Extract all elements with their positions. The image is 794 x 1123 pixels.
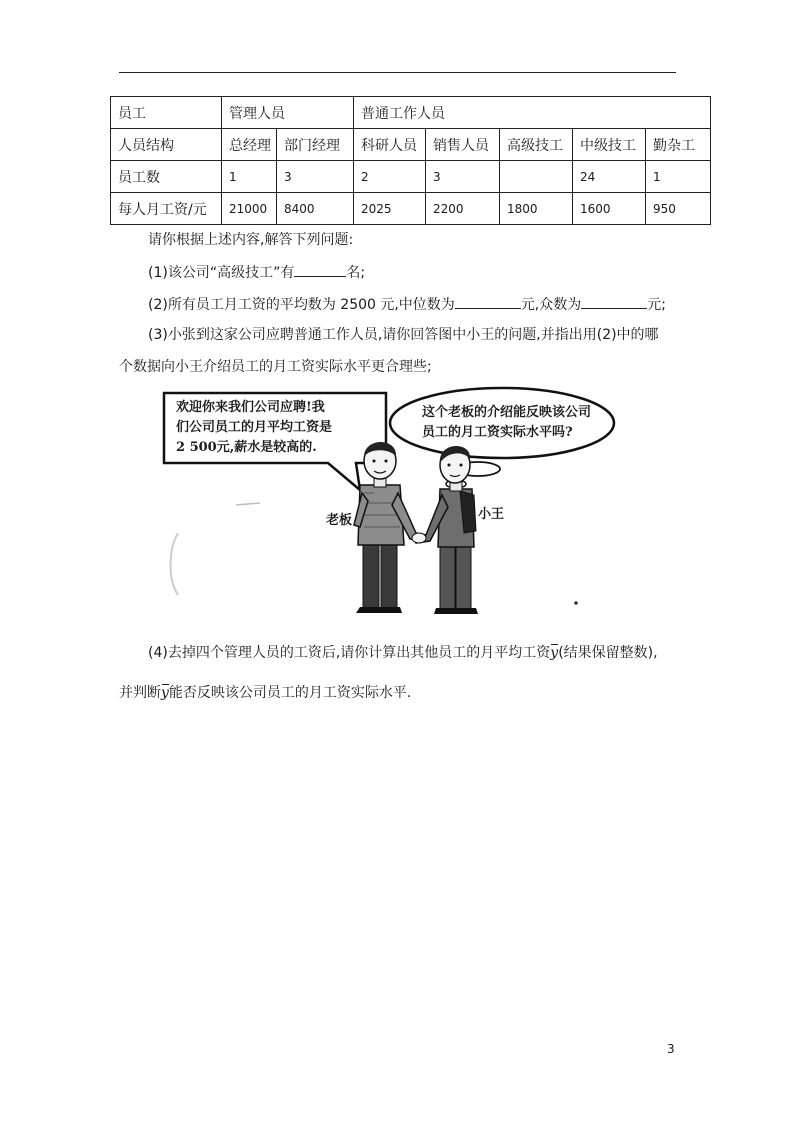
- wang-figure: [414, 446, 478, 614]
- table-row: [111, 193, 711, 225]
- table-cell: 销售人员: [426, 129, 500, 161]
- table-cell: 2025: [354, 193, 426, 225]
- question-3-line-2: 个数据向小王介绍员工的月工资实际水平更合理些;: [119, 359, 432, 375]
- y-bar-symbol: y: [550, 645, 559, 661]
- table-cell: 总经理: [222, 129, 277, 161]
- table-cell: 1: [646, 161, 711, 193]
- table-cell: 人员结构: [111, 129, 222, 161]
- table-cell: 24: [573, 161, 646, 193]
- answer-blank-median[interactable]: [455, 294, 521, 309]
- wang-label: 小王: [478, 507, 505, 522]
- table-cell: 2200: [426, 193, 500, 225]
- boss-speech-line: 欢迎你来我们公司应聘!我: [176, 400, 325, 415]
- table-cell: 3: [426, 161, 500, 193]
- table-cell: 1600: [573, 193, 646, 225]
- table-cell: 员工: [111, 97, 222, 129]
- table-row: [111, 161, 711, 193]
- table-cell: 950: [646, 193, 711, 225]
- boss-speech-line: 们公司员工的月平均工资是: [176, 420, 333, 435]
- boss-figure: [354, 442, 426, 613]
- answer-blank-mode[interactable]: [581, 294, 647, 309]
- question-3-line-1: (3)小张到这家公司应聘普通工作人员,请你回答图中小王的问题,并指出用(2)中的哪: [148, 327, 659, 343]
- decor-mark: [574, 601, 578, 605]
- handshake: [412, 533, 426, 543]
- q2-text-mid: 元,众数为: [520, 297, 582, 313]
- table-cell: 1800: [500, 193, 573, 225]
- table-cell: 21000: [222, 193, 277, 225]
- table-cell: 中级技工: [573, 129, 646, 161]
- table-cell: [500, 161, 573, 193]
- q2-text: (2)所有员工月工资的平均数为 2500 元,中位数为: [148, 297, 455, 313]
- table-row: [111, 97, 711, 129]
- illustration: [160, 385, 630, 630]
- y-bar-symbol: y: [161, 685, 169, 701]
- decor-mark: [171, 533, 179, 595]
- table-cell: 员工数: [111, 161, 222, 193]
- table-cell: 管理人员: [222, 97, 354, 129]
- header-rule: [119, 72, 676, 73]
- page-number: 3: [667, 1042, 675, 1056]
- answer-blank[interactable]: [294, 262, 346, 277]
- decor-mark: [236, 503, 260, 505]
- q4-line2-end: 能否反映该公司员工的月工资实际水平.: [168, 685, 412, 701]
- q1-text-end: 名;: [346, 265, 366, 281]
- intro-text: 请你根据上述内容,解答下列问题:: [148, 232, 354, 248]
- q4-text-end: (结果保留整数),: [558, 645, 658, 661]
- table-cell: 2: [354, 161, 426, 193]
- wang-thought-line: 这个老板的介绍能反映该公司: [422, 405, 592, 420]
- table-cell: 勤杂工: [646, 129, 711, 161]
- boss-speech-line: 2 500元,薪水是较高的.: [176, 440, 317, 455]
- q1-text: (1)该公司“高级技工”有: [148, 265, 295, 281]
- table-cell: 高级技工: [500, 129, 573, 161]
- table-cell: 1: [222, 161, 277, 193]
- q4-text: (4)去掉四个管理人员的工资后,请你计算出其他员工的月平均工资: [148, 645, 551, 661]
- question-4-line-2: [119, 683, 411, 703]
- question-4-line-1: [148, 643, 658, 663]
- wang-thought-line: 员工的月工资实际水平吗?: [422, 425, 573, 440]
- boss-label: 老板: [326, 513, 353, 528]
- table-cell: 3: [277, 161, 354, 193]
- table-cell: 科研人员: [354, 129, 426, 161]
- table-cell: 8400: [277, 193, 354, 225]
- q2-text-end: 元;: [647, 297, 666, 313]
- question-1: [148, 262, 365, 283]
- salary-table: [110, 96, 711, 225]
- question-2: [148, 294, 666, 315]
- table-cell: 部门经理: [277, 129, 354, 161]
- q4-line2-start: 并判断: [119, 685, 161, 701]
- table-cell: 普通工作人员: [354, 97, 711, 129]
- table-row: [111, 129, 711, 161]
- table-cell: 每人月工资/元: [111, 193, 222, 225]
